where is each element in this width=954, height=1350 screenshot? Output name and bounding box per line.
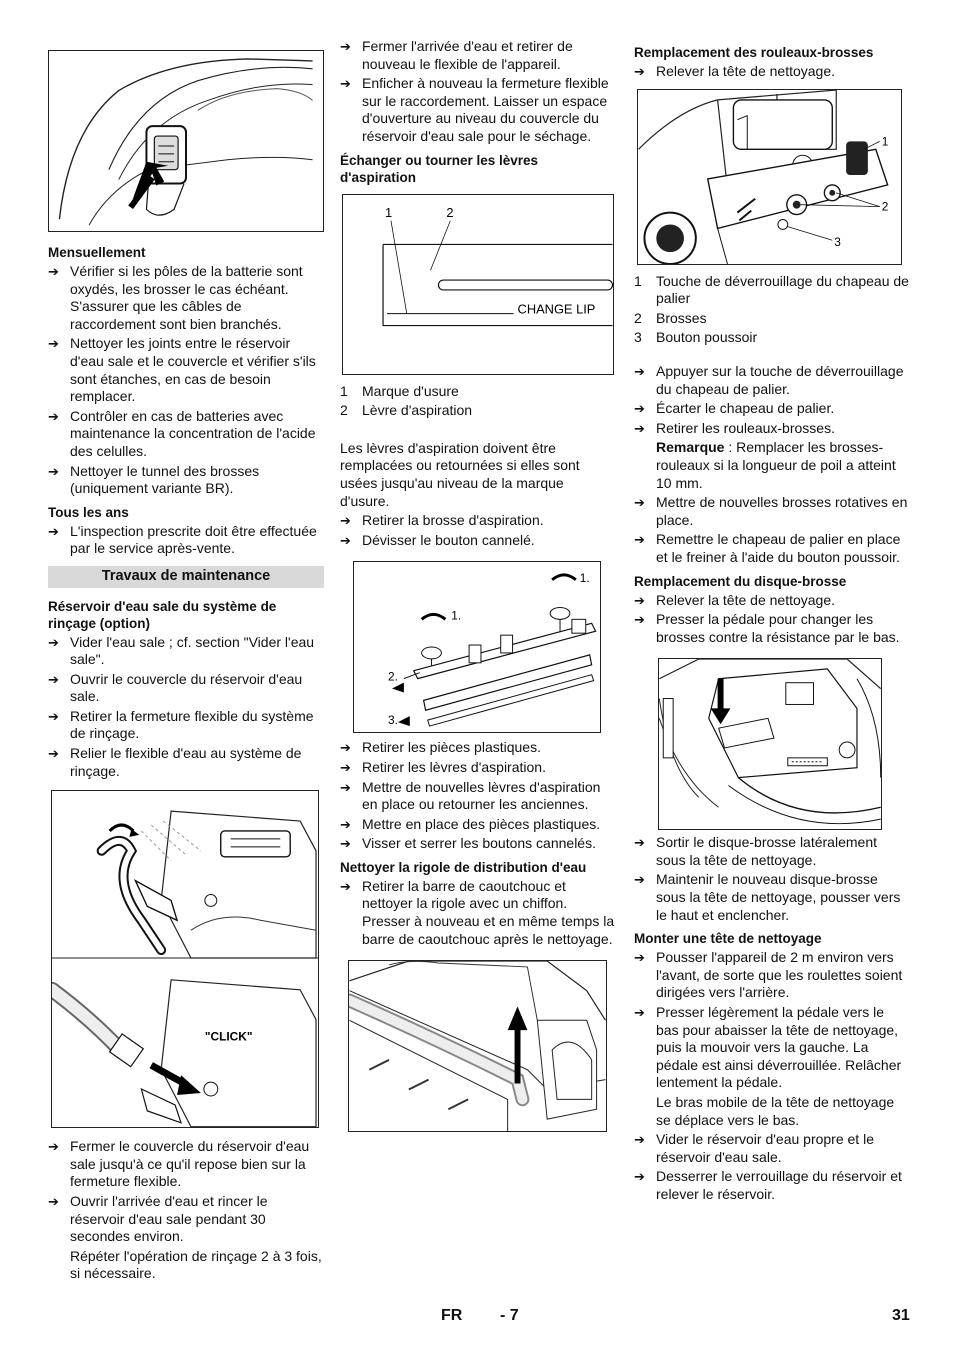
step-item [340, 759, 616, 777]
legend-text: Marque d'usure [362, 382, 459, 399]
step-item [48, 1138, 324, 1191]
arrow-icon: ➔ [634, 592, 645, 608]
arrow-icon: ➔ [48, 523, 59, 539]
step-item [340, 512, 616, 530]
step-text: Nettoyer les joints entre le réservoir d'eau sale et le couvercle et vérifier s'ils sont étanches, en cas de besoin remplacer. [70, 335, 316, 405]
step-item [634, 63, 910, 81]
mount-note: Le bras mobile de la tête de nettoyage se déplace vers le bas. [656, 1094, 895, 1128]
heading-yearly: Tous les ans [48, 504, 129, 520]
legend-number: 2 [634, 309, 642, 326]
step-item [340, 739, 616, 757]
arrow-icon: ➔ [634, 950, 645, 966]
arrow-icon: ➔ [634, 532, 645, 548]
arrow-icon: ➔ [634, 420, 645, 436]
arrow-icon: ➔ [48, 336, 59, 352]
step-text: Retirer les rouleaux-brosses. [656, 419, 835, 436]
arrow-icon: ➔ [340, 740, 351, 756]
step-label: 2. [388, 669, 398, 684]
arrow-icon: ➔ [340, 532, 351, 548]
step-text: Sortir le disque-brosse latéralement sous la tête de nettoyage. [656, 834, 877, 868]
step-item [48, 408, 324, 461]
legend-number: 3 [634, 329, 642, 346]
step-text: Pousser l'appareil de 2 m environ vers l'avant, de sorte que les roulettes soient dirigées vers l'arrière. [656, 949, 903, 1001]
step-item [48, 335, 324, 405]
step-item [340, 75, 616, 145]
illustration-rubber-bar [349, 961, 606, 1131]
arrow-icon: ➔ [48, 408, 59, 424]
arrow-icon: ➔ [340, 816, 351, 832]
step-text: Retirer les lèvres d'aspiration. [362, 758, 546, 775]
step-item [634, 420, 910, 438]
step-text: Relever la tête de nettoyage. [656, 591, 836, 608]
figure-roller-head [637, 89, 902, 265]
step-text: Écarter le chapeau de palier. [656, 400, 835, 417]
arrow-icon: ➔ [634, 1132, 645, 1148]
legend-item [340, 402, 616, 420]
step-text: Presser légèrement la pédale vers le bas pour abaisser la tête de nettoyage, puis la mouvoir vers la gauche. La pédale est ainsi déverrouillée. Relâcher lentement la pédale. [656, 1004, 902, 1091]
heading-roller-brushes: Remplacement des rouleaux-brosses [634, 45, 874, 60]
arrow-icon: ➔ [634, 495, 645, 511]
legend-text: Bouton poussoir [656, 329, 758, 346]
figure-disc-brush [658, 658, 882, 830]
step-text: Contrôler en cas de batteries avec maintenance la concentration de l'acide des celulles. [70, 407, 316, 459]
step-item [634, 1131, 910, 1166]
heading-mount-head: Monter une tête de nettoyage [634, 931, 822, 947]
figure-lip-assembly [353, 561, 601, 733]
step-text: Vider l'eau sale ; cf. section "Vider l'eau sale". [70, 633, 315, 668]
figure-wear-mark [342, 194, 614, 375]
step-item [340, 878, 616, 948]
step-label: 1. [579, 571, 590, 586]
repeat-note: Répéter l'opération de rinçage 2 à 3 fois, si nécessaire. [70, 1247, 322, 1282]
step-text: Dévisser le bouton cannelé. [362, 531, 535, 548]
arrow-icon: ➔ [340, 513, 351, 529]
step-item [48, 745, 324, 780]
step-label: 3. [388, 713, 398, 728]
step-text: Remettre le chapeau de palier en place et le freiner à l'aide du bouton poussoir. [656, 531, 901, 565]
figure-gutter [348, 960, 607, 1132]
step-text: Desserrer le verrouillage du réservoir et relever le réservoir. [656, 1168, 902, 1202]
step-text: Ouvrir le couvercle du réservoir d'eau sale. [70, 670, 303, 705]
heading-disc-brush: Remplacement du disque-brosse [634, 573, 847, 589]
arrow-icon: ➔ [48, 1194, 59, 1210]
step-item [634, 363, 910, 398]
label-2: 2 [446, 204, 454, 220]
step-item [634, 834, 910, 869]
arrow-icon: ➔ [340, 878, 351, 894]
legend-item [340, 383, 616, 401]
step-text: Vider le réservoir d'eau propre et le réservoir d'eau sale. [656, 1131, 874, 1165]
step-item [634, 494, 910, 529]
step-text: Retirer la barre de caoutchouc et nettoyer la rigole avec un chiffon. Presser à nouveau et en même temps la barre de caoutchouc après le nettoyage. [362, 877, 615, 947]
step-text: Mettre de nouvelles brosses rotatives en place. [656, 494, 908, 528]
step-text: Retirer les pièces plastiques. [362, 739, 541, 756]
step-item [634, 949, 910, 1002]
legend-item [634, 329, 910, 347]
step-text: Enficher à nouveau la fermeture flexible sur le raccordement. Laisser un espace d'ouverture au niveau du couvercle du réservoir d'eau sale pour le séchage. [362, 75, 609, 144]
step-item [48, 263, 324, 333]
step-item [634, 592, 910, 610]
arrow-icon: ➔ [340, 759, 351, 775]
legend-text: Lèvre d'aspiration [362, 402, 473, 419]
arrow-icon: ➔ [48, 264, 59, 279]
heading-monthly: Mensuellement [48, 245, 146, 260]
step-item [340, 38, 616, 73]
step-item [340, 816, 616, 834]
step-text: Retirer la fermeture flexible du système de rinçage. [70, 707, 314, 742]
legend-number: 1 [634, 272, 642, 289]
step-text: Fermer le couvercle du réservoir d'eau sale jusqu'à ce qu'il repose bien sur la fermeture flexible. [70, 1138, 310, 1190]
maintenance-band: Travaux de maintenance [48, 566, 324, 588]
step-text: Relever la tête de nettoyage. [656, 63, 836, 79]
step-text: Maintenir le nouveau disque-brosse sous la tête de nettoyage, pousser vers le haut et enclencher. [656, 871, 901, 923]
label-2: 2 [881, 199, 889, 214]
step-text: Appuyer sur la touche de déverrouillage du chapeau de palier. [656, 362, 904, 397]
label-1: 1 [881, 133, 889, 148]
arrow-icon: ➔ [340, 39, 351, 54]
step-text: L'inspection prescrite doit être effectuée par le service après-vente. [70, 522, 317, 557]
step-item [340, 532, 616, 550]
step-item [48, 523, 324, 558]
arrow-icon: ➔ [48, 1139, 59, 1155]
arrow-icon: ➔ [634, 872, 645, 888]
arrow-icon: ➔ [634, 612, 645, 628]
arrow-icon: ➔ [48, 634, 59, 650]
arrow-icon: ➔ [634, 64, 645, 79]
legend-item [634, 310, 910, 328]
step-text: Vérifier si les pôles de la batterie sont oxydés, les brosser le cas échéant. S'assurer que les câbles de raccordement sont bien branchés. [70, 263, 303, 332]
step-text: Mettre en place des pièces plastiques. [362, 815, 601, 832]
illustration-lip-exploded [354, 562, 600, 732]
arrow-icon: ➔ [340, 76, 351, 92]
column-1 [48, 38, 324, 1285]
remark-label: Remarque [656, 439, 725, 456]
step-item [634, 871, 910, 924]
step-text: Retirer la brosse d'aspiration. [362, 512, 544, 529]
step-item [634, 400, 910, 418]
heading-rinse-system: Réservoir d'eau sale du système de rinçage (option) [48, 598, 277, 631]
step-item [634, 1004, 910, 1092]
legend-number: 1 [340, 382, 348, 399]
arrow-icon: ➔ [634, 1005, 645, 1021]
illustration-roller-head [638, 90, 901, 264]
step-label: 1. [451, 608, 462, 623]
step-text: Mettre de nouvelles lèvres d'aspiration en place ou retourner les anciennes. [362, 778, 601, 813]
step-item [48, 634, 324, 669]
change-lip-label: CHANGE LIP [517, 301, 596, 317]
legend-item [634, 273, 910, 308]
step-text: Presser la pédale pour changer les brosses contre la résistance par le bas. [656, 611, 900, 645]
step-text: Ouvrir l'arrivée d'eau et rincer le réservoir d'eau sale pendant 30 secondes environ. [70, 1193, 268, 1245]
step-item [634, 611, 910, 646]
column-3 [634, 38, 910, 1206]
page-number: 31 [892, 1307, 910, 1324]
step-text: Fermer l'arrivée d'eau et retirer de nouveau le flexible de l'appareil. [362, 38, 573, 72]
step-item [48, 708, 324, 743]
step-item [634, 1168, 910, 1203]
step-text: Visser et serrer les boutons cannelés. [362, 835, 596, 852]
figure-flexible-closure [48, 50, 324, 232]
arrow-icon: ➔ [340, 836, 351, 852]
illustration-reservoir-latch [49, 51, 323, 231]
column-2 [340, 38, 616, 1132]
arrow-icon: ➔ [48, 746, 59, 762]
arrow-icon: ➔ [634, 363, 645, 379]
legend-text: Brosses [656, 309, 707, 326]
illustration-disc-pedal [659, 659, 881, 829]
arrow-icon: ➔ [48, 463, 59, 479]
label-3: 3 [834, 234, 841, 249]
step-item [48, 1193, 324, 1246]
arrow-icon: ➔ [634, 401, 645, 417]
remark [634, 439, 910, 492]
footer-section: - 7 [500, 1307, 519, 1324]
step-text: Relier le flexible d'eau au système de rinçage. [70, 745, 302, 779]
heading-water-gutter: Nettoyer la rigole de distribution d'eau [340, 859, 587, 875]
arrow-icon: ➔ [634, 835, 645, 851]
step-item [340, 779, 616, 814]
label-1: 1 [385, 204, 393, 220]
step-text: Nettoyer le tunnel des brosses (uniquement variante BR). [70, 462, 260, 497]
illustration-suction-lip [343, 195, 613, 374]
step-item [340, 835, 616, 853]
step-item [48, 671, 324, 706]
arrow-icon: ➔ [340, 779, 351, 795]
lip-paragraph: Les lèvres d'aspiration doivent être remplacées ou retournées si elles sont usées jusqu'au niveau de la marque d'usure. [340, 439, 580, 509]
footer-language: FR [441, 1307, 463, 1324]
step-item [634, 531, 910, 566]
remark-text: : Remplacer les brosses-rouleaux si la longueur de poil a atteint 10 mm. [656, 439, 896, 491]
illustration-hose-connect [52, 791, 318, 1127]
arrow-icon: ➔ [634, 1169, 645, 1185]
arrow-icon: ➔ [48, 671, 59, 687]
arrow-icon: ➔ [48, 708, 59, 724]
legend-text: Touche de déverrouillage du chapeau de palier [656, 272, 909, 307]
legend-number: 2 [340, 402, 348, 419]
step-item [48, 463, 324, 498]
heading-change-lips: Échanger ou tourner les lèvres d'aspiration [340, 152, 539, 185]
figure-hose-connection [51, 790, 319, 1128]
click-label: "CLICK" [204, 1029, 253, 1044]
